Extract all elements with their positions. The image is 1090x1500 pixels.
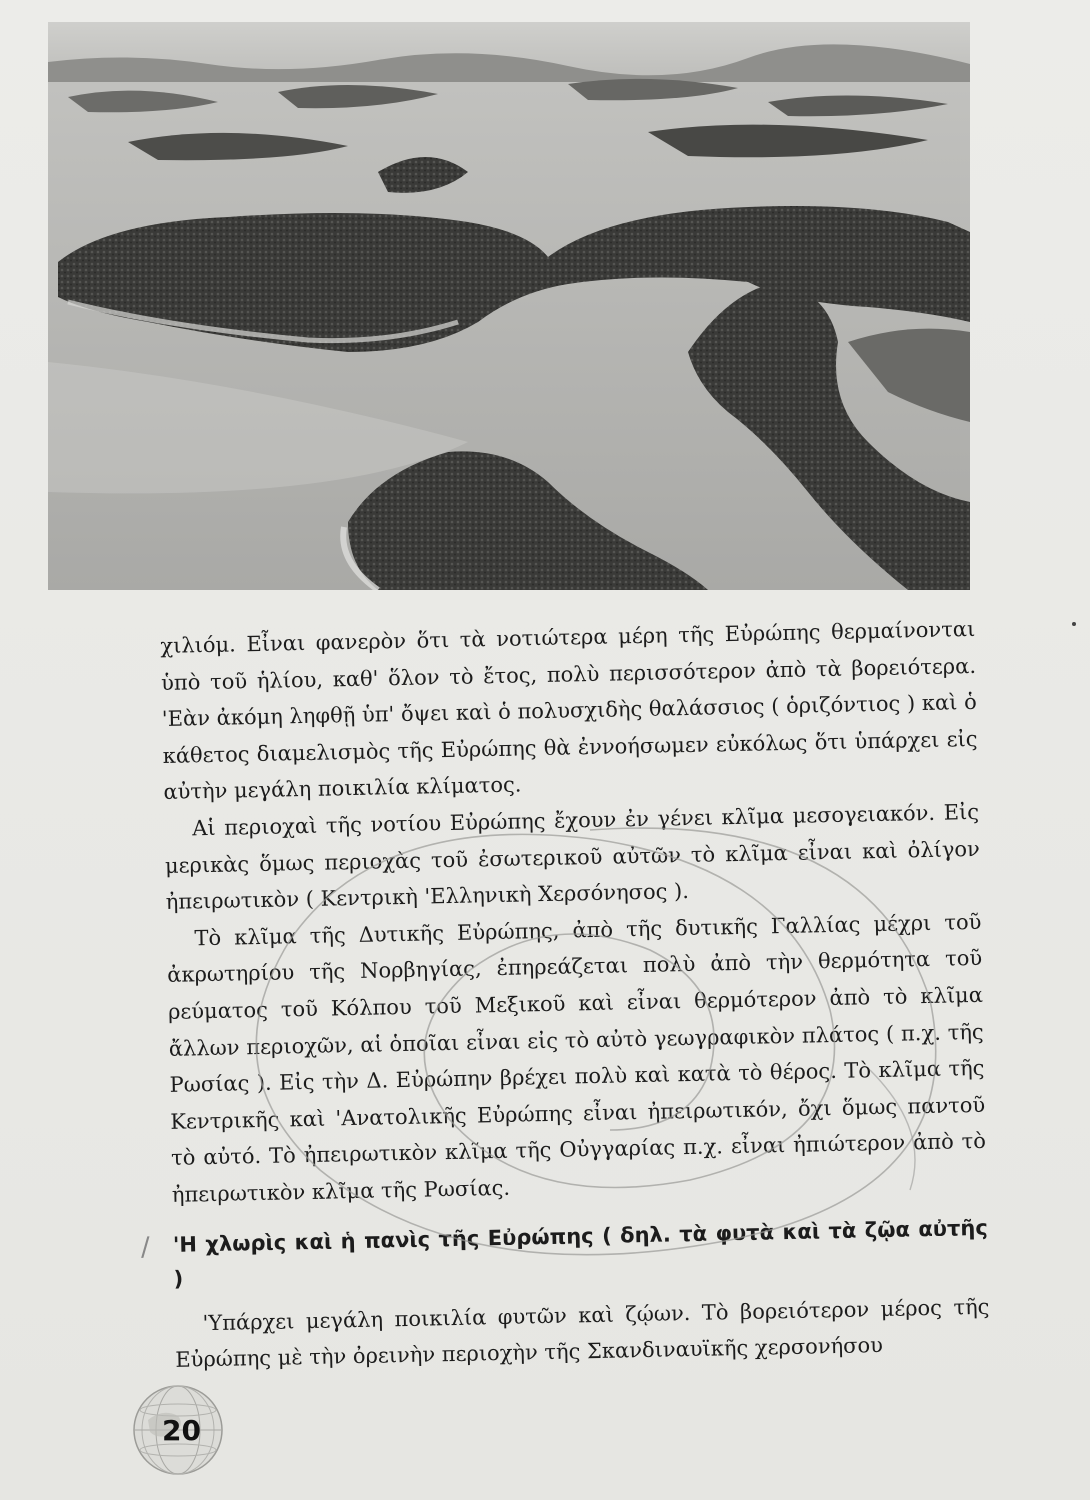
stray-mark [1072, 622, 1076, 626]
page-number: 20 [162, 1414, 201, 1447]
body-text [140, 611, 991, 1379]
paragraph-3: Τὸ κλῖμα τῆς Δυτικῆς Εὐρώπης, ἀπὸ τῆς δυτικῆς Γαλλίας μέχρι τοῦ ἀκρωτηρίου τῆς Νορβηγίας, ἐπηρεάζεται πολὺ ἀπὸ τὴν θερμότητα τοῦ ρεύματος τοῦ Κόλπου τοῦ Μεξικοῦ καὶ εἶναι θερμότερον ἀπὸ τὸ κλῖμα ἄλλων περιοχῶν, αἱ ὁποῖαι εἶναι εἰς τὸ αὐτὸ γεωγραφικὸν πλάτος ( π.χ. τῆς Ρωσίας ). Εἰς τὴν Δ. Εὐρώπην βρέχει πολὺ καὶ κατὰ τὸ θέρος. Τὸ κλῖμα τῆς Κεντρικῆς καὶ 'Ανατολικῆς Εὐρώπης εἶναι ἠπειρωτικόν, ὄχι ὅμως παντοῦ τὸ αὐτό. Τὸ ἠπειρωτικὸν κλῖμα τῆς Οὐγγαρίας π.χ. εἶναι ἠπιώτερον ἀπὸ τὸ ἠπειρωτικὸν κλῖμα τῆς Ρωσίας. [167, 909, 987, 1207]
section-heading [140, 1210, 989, 1295]
page-number-badge [128, 1380, 228, 1480]
aerial-lake-photo [48, 22, 970, 590]
margin-mark: / [140, 1231, 151, 1263]
paragraph-2: Αἱ περιοχαὶ τῆς νοτίου Εὐρώπης ἔχουν ἐν γένει κλῖμα μεσογειακόν. Εἰς μερικὰς ὅμως περιοχὰς τοῦ ἐσωτερικοῦ αὐτῶν τὸ κλῖμα εἶναι καὶ ὀλίγον ἠπειρωτικὸν ( Κεντρικὴ 'Ελληνικὴ Χερσόνησος ). [164, 799, 981, 915]
aerial-lake-photo-icon [48, 22, 970, 590]
paragraph-1: χιλιόμ. Εἶναι φανερὸν ὅτι τὰ νοτιώτερα μέρη τῆς Εὐρώπης θερμαίνονται ὑπὸ τοῦ ἡλίου, καθ' ὅλον τὸ ἔτος, πολὺ περισσότερον ἀπὸ τὰ βορειότερα. 'Εὰν ἀκόμη ληφθῇ ὑπ' ὄψει καὶ ὁ πολυσχιδὴς θαλάσσιος ( ὁριζόντιος ) καὶ ὁ κάθετος διαμελισμὸς τῆς Εὐρώπης θὰ ἐννοήσωμεν εὐκόλως ὅτι ὑπάρχει εἰς αὐτὴν μεγάλη ποικιλία κλίματος. [160, 616, 978, 805]
paragraph-4: 'Υπάρχει μεγάλη ποικιλία φυτῶν καὶ ζῴων. Τὸ βορειότερον μέρος τῆς Εὐρώπης μὲ τὴν ὀρεινὴν περιοχὴν τῆς Σκανδιναυϊκῆς χερσονήσου [175, 1294, 990, 1372]
section-heading-text: 'Η χλωρὶς καὶ ἡ πανὶς τῆς Εὐρώπης ( δηλ. τὰ φυτὰ καὶ τὰ ζῷα αὐτῆς ) [172, 1215, 988, 1291]
